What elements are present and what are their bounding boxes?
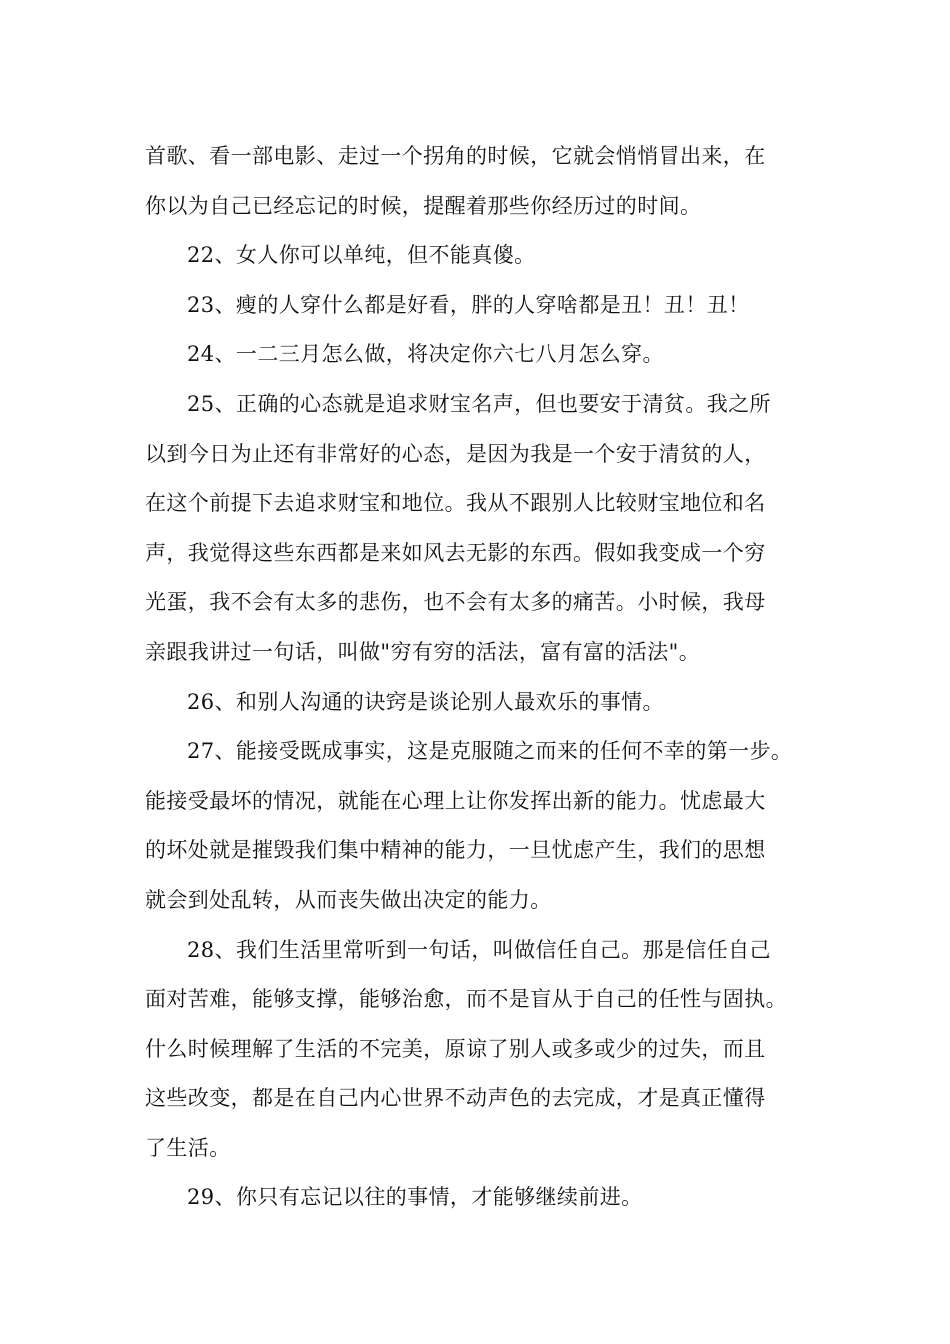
text-line: 面对苦难，能够支撑，能够治愈，而不是盲从于自己的任性与固执。 <box>145 987 787 1012</box>
text-line: 光蛋，我不会有太多的悲伤，也不会有太多的痛苦。小时候，我母 <box>145 590 766 615</box>
text-line: 这些改变，都是在自己内心世界不动声色的去完成，才是真正懂得 <box>145 1086 766 1111</box>
text-line: 亲跟我讲过一句话，叫做"穷有穷的活法，富有富的活法"。 <box>145 639 701 664</box>
text-line: 26、和别人沟通的诀窍是谈论别人最欢乐的事情。 <box>187 689 664 714</box>
text-line: 29、你只有忘记以往的事情，才能够继续前进。 <box>187 1185 643 1210</box>
text-line: 在这个前提下去追求财宝和地位。我从不跟别人比较财宝地位和名 <box>145 491 766 516</box>
text-line: 25、正确的心态就是追求财宝名声，但也要安于清贫。我之所 <box>187 391 771 416</box>
text-line: 27、能接受既成事实，这是克服随之而来的任何不幸的第一步。 <box>187 739 793 764</box>
text-line: 以到今日为止还有非常好的心态，是因为我是一个安于清贫的人， <box>145 441 766 466</box>
document-body <box>145 132 810 1223</box>
text-line: 首歌、看一部电影、走过一个拐角的时候，它就会悄悄冒出来，在 <box>145 144 766 168</box>
text-line: 了生活。 <box>145 1135 231 1160</box>
text-line: 24、一二三月怎么做，将决定你六七八月怎么穿。 <box>187 342 664 367</box>
text-line: 什么时候理解了生活的不完美，原谅了别人或多或少的过失，而且 <box>145 1036 766 1061</box>
text-line: 声，我觉得这些东西都是来如风去无影的东西。假如我变成一个穷 <box>145 540 766 565</box>
text-line: 23、瘦的人穿什么都是好看，胖的人穿啥都是丑！丑！丑！ <box>187 292 750 317</box>
text-line: 你以为自己已经忘记的时候，提醒着那些你经历过的时间。 <box>145 193 702 218</box>
text-line: 就会到处乱转，从而丧失做出决定的能力。 <box>145 887 552 912</box>
text-line: 能接受最坏的情况，就能在心理上让你发挥出新的能力。忧虑最大 <box>145 788 766 813</box>
text-line: 28、我们生活里常听到一句话，叫做信任自己。那是信任自己 <box>187 937 771 962</box>
text-line: 的坏处就是摧毁我们集中精神的能力，一旦忧虑产生，我们的思想 <box>145 838 766 863</box>
text-line: 22、女人你可以单纯，但不能真傻。 <box>187 243 536 268</box>
